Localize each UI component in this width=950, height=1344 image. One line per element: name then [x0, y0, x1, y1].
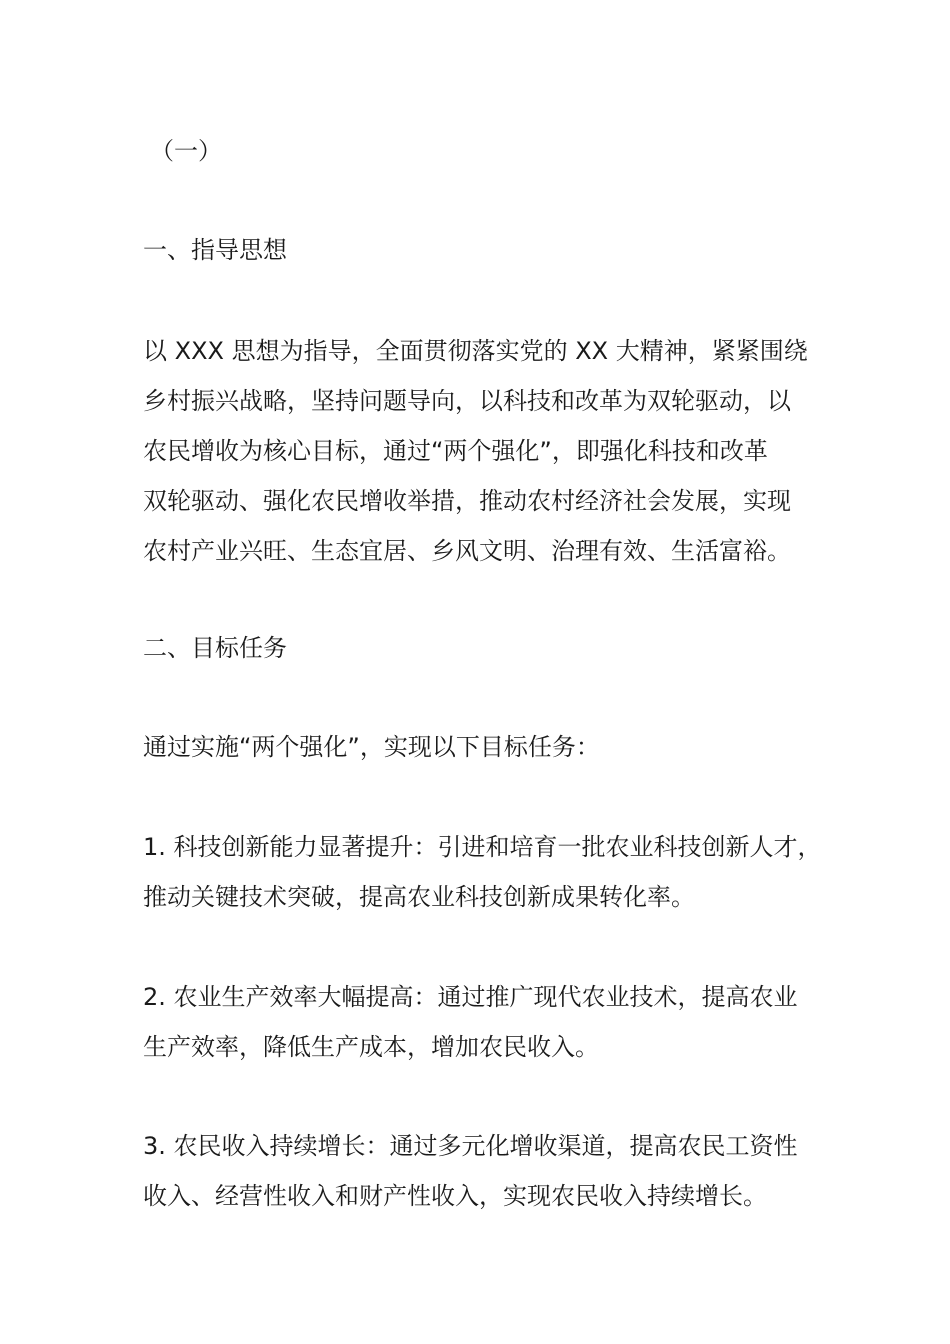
list-item [143, 1121, 823, 1221]
list-item-line: 1. 科技创新能力显著提升：引进和培育一批农业科技创新人才， [143, 833, 822, 861]
list-item-line: 推动关键技术突破，提高农业科技创新成果转化率。 [143, 883, 695, 911]
section-1-heading [143, 225, 823, 275]
list-item-line: 2. 农业生产效率大幅提高：通过推广现代农业技术，提高农业 [143, 983, 798, 1011]
section-2-heading-text: 二、目标任务 [143, 634, 287, 662]
list-item-line: 生产效率，降低生产成本，增加农民收入。 [143, 1033, 599, 1061]
subheading-text: （一） [150, 137, 222, 165]
section-2-heading [143, 623, 823, 673]
section-1-paragraph [143, 326, 823, 576]
list-item-line: 收入、经营性收入和财产性收入，实现农民收入持续增长。 [143, 1182, 767, 1210]
paragraph-line: 农村产业兴旺、生态宜居、乡风文明、治理有效、生活富裕。 [143, 537, 791, 565]
paragraph-line: 乡村振兴战略，坚持问题导向，以科技和改革为双轮驱动，以 [143, 387, 791, 415]
section-1-heading-text: 一、指导思想 [143, 236, 287, 264]
paragraph-line: 以 XXX 思想为指导，全面贯彻落实党的 XX 大精神，紧紧围绕 [143, 337, 808, 365]
paragraph-line: 农民增收为核心目标，通过“两个强化”，即强化科技和改革 [143, 437, 768, 465]
document-subheading [150, 126, 830, 176]
list-item-line: 3. 农民收入持续增长：通过多元化增收渠道，提高农民工资性 [143, 1132, 798, 1160]
section-2-intro [143, 722, 823, 772]
intro-text: 通过实施“两个强化”，实现以下目标任务： [143, 733, 600, 761]
list-item [143, 822, 823, 922]
list-item [143, 972, 823, 1072]
paragraph-line: 双轮驱动、强化农民增收举措，推动农村经济社会发展，实现 [143, 487, 791, 515]
